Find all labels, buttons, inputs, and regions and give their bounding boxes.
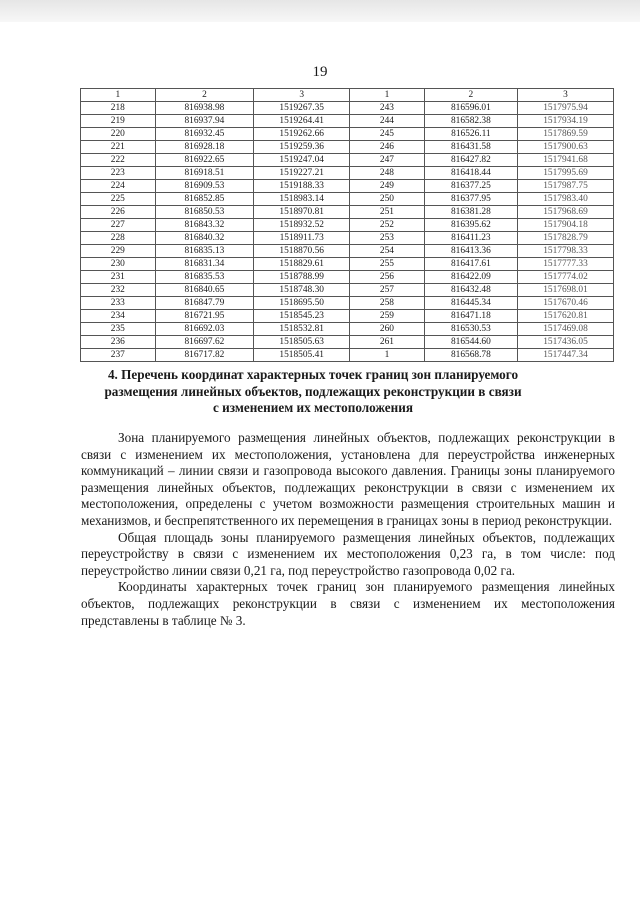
paragraph-total-area: Общая площадь зоны планируемого размещения линейных объектов, подлежащих переустройству в связи с изменением их местоположения 0,23 га, в том числе: под переустройство линии связи 0,21 га, под переустройство газопровода 0,02 га. <box>81 529 615 578</box>
cell-point-number: 245 <box>350 128 425 141</box>
cell-y-coordinate: 1517698.01 <box>518 284 614 297</box>
cell-x-coordinate: 816847.79 <box>155 297 254 310</box>
table-row <box>81 323 614 336</box>
cell-point-number: 253 <box>350 232 425 245</box>
cell-point-number: 232 <box>81 284 156 297</box>
section-heading <box>90 367 536 417</box>
cell-y-coordinate: 1518545.23 <box>254 310 350 323</box>
cell-point-number: 226 <box>81 206 156 219</box>
cell-point-number: 250 <box>350 193 425 206</box>
heading-line-3: с изменением их местоположения <box>213 400 413 415</box>
cell-y-coordinate: 1517904.18 <box>518 219 614 232</box>
cell-point-number: 234 <box>81 310 156 323</box>
cell-x-coordinate: 816432.48 <box>424 284 517 297</box>
cell-x-coordinate: 816418.44 <box>424 167 517 180</box>
cell-y-coordinate: 1517934.19 <box>518 115 614 128</box>
cell-y-coordinate: 1517620.81 <box>518 310 614 323</box>
table-row <box>81 297 614 310</box>
cell-point-number: 230 <box>81 258 156 271</box>
cell-y-coordinate: 1517968.69 <box>518 206 614 219</box>
cell-x-coordinate: 816411.23 <box>424 232 517 245</box>
cell-y-coordinate: 1517983.40 <box>518 193 614 206</box>
table-row <box>81 271 614 284</box>
cell-point-number: 243 <box>350 102 425 115</box>
table-row <box>81 206 614 219</box>
cell-point-number: 258 <box>350 297 425 310</box>
cell-x-coordinate: 816377.25 <box>424 180 517 193</box>
cell-x-coordinate: 816835.53 <box>155 271 254 284</box>
cell-point-number: 259 <box>350 310 425 323</box>
cell-x-coordinate: 816909.53 <box>155 180 254 193</box>
col-header-point-number: 1 <box>81 89 156 102</box>
cell-x-coordinate: 816843.32 <box>155 219 254 232</box>
cell-x-coordinate: 816582.38 <box>424 115 517 128</box>
cell-x-coordinate: 816413.36 <box>424 245 517 258</box>
cell-x-coordinate: 816422.09 <box>424 271 517 284</box>
cell-y-coordinate: 1517828.79 <box>518 232 614 245</box>
cell-x-coordinate: 816721.95 <box>155 310 254 323</box>
cell-point-number: 222 <box>81 154 156 167</box>
cell-y-coordinate: 1519262.66 <box>254 128 350 141</box>
table-row <box>81 284 614 297</box>
cell-point-number: 220 <box>81 128 156 141</box>
cell-x-coordinate: 816918.51 <box>155 167 254 180</box>
cell-point-number: 255 <box>350 258 425 271</box>
cell-y-coordinate: 1517987.75 <box>518 180 614 193</box>
cell-y-coordinate: 1519188.33 <box>254 180 350 193</box>
cell-y-coordinate: 1518788.99 <box>254 271 350 284</box>
cell-x-coordinate: 816717.82 <box>155 349 254 362</box>
table-row <box>81 115 614 128</box>
table-row <box>81 349 614 362</box>
cell-x-coordinate: 816835.13 <box>155 245 254 258</box>
cell-x-coordinate: 816831.34 <box>155 258 254 271</box>
cell-point-number: 236 <box>81 336 156 349</box>
cell-x-coordinate: 816697.62 <box>155 336 254 349</box>
cell-y-coordinate: 1517777.33 <box>518 258 614 271</box>
cell-point-number: 251 <box>350 206 425 219</box>
cell-x-coordinate: 816530.53 <box>424 323 517 336</box>
scan-top-shadow <box>0 0 640 22</box>
cell-y-coordinate: 1518695.50 <box>254 297 350 310</box>
cell-y-coordinate: 1518970.81 <box>254 206 350 219</box>
cell-point-number: 261 <box>350 336 425 349</box>
table-row <box>81 232 614 245</box>
cell-point-number: 247 <box>350 154 425 167</box>
cell-y-coordinate: 1517798.33 <box>518 245 614 258</box>
cell-x-coordinate: 816417.61 <box>424 258 517 271</box>
table-row <box>81 336 614 349</box>
cell-x-coordinate: 816381.28 <box>424 206 517 219</box>
table-row <box>81 245 614 258</box>
cell-x-coordinate: 816431.58 <box>424 141 517 154</box>
cell-point-number: 223 <box>81 167 156 180</box>
cell-x-coordinate: 816692.03 <box>155 323 254 336</box>
cell-y-coordinate: 1517670.46 <box>518 297 614 310</box>
cell-point-number: 252 <box>350 219 425 232</box>
cell-x-coordinate: 816928.18 <box>155 141 254 154</box>
cell-x-coordinate: 816932.45 <box>155 128 254 141</box>
cell-y-coordinate: 1517436.05 <box>518 336 614 349</box>
cell-y-coordinate: 1518532.81 <box>254 323 350 336</box>
cell-point-number: 221 <box>81 141 156 154</box>
cell-point-number: 224 <box>81 180 156 193</box>
cell-y-coordinate: 1518870.56 <box>254 245 350 258</box>
cell-y-coordinate: 1517975.94 <box>518 102 614 115</box>
cell-y-coordinate: 1518505.41 <box>254 349 350 362</box>
heading-line-1: 4. Перечень координат характерных точек границ зон планируемого <box>107 367 519 382</box>
coordinates-table <box>80 88 614 362</box>
cell-point-number: 235 <box>81 323 156 336</box>
cell-y-coordinate: 1519264.41 <box>254 115 350 128</box>
cell-point-number: 228 <box>81 232 156 245</box>
cell-point-number: 231 <box>81 271 156 284</box>
cell-point-number: 249 <box>350 180 425 193</box>
table-row <box>81 258 614 271</box>
cell-y-coordinate: 1518932.52 <box>254 219 350 232</box>
cell-point-number: 225 <box>81 193 156 206</box>
cell-y-coordinate: 1519267.35 <box>254 102 350 115</box>
cell-y-coordinate: 1517900.63 <box>518 141 614 154</box>
cell-y-coordinate: 1518505.63 <box>254 336 350 349</box>
col-header-y: 3 <box>254 89 350 102</box>
cell-y-coordinate: 1517469.08 <box>518 323 614 336</box>
cell-x-coordinate: 816377.95 <box>424 193 517 206</box>
paragraph-table-reference: Координаты характерных точек границ зон планируемого размещения линейных объектов, подлежащих реконструкции в связи с изменением их местоположения представлены в таблице № 3. <box>81 579 615 628</box>
cell-y-coordinate: 1517941.68 <box>518 154 614 167</box>
cell-y-coordinate: 1518983.14 <box>254 193 350 206</box>
cell-x-coordinate: 816852.85 <box>155 193 254 206</box>
cell-y-coordinate: 1519259.36 <box>254 141 350 154</box>
cell-y-coordinate: 1518911.73 <box>254 232 350 245</box>
cell-y-coordinate: 1517995.69 <box>518 167 614 180</box>
cell-x-coordinate: 816568.78 <box>424 349 517 362</box>
col-header-x: 2 <box>155 89 254 102</box>
cell-point-number: 227 <box>81 219 156 232</box>
cell-point-number: 256 <box>350 271 425 284</box>
table-row <box>81 141 614 154</box>
section-body <box>81 430 615 629</box>
cell-y-coordinate: 1518829.61 <box>254 258 350 271</box>
cell-point-number: 260 <box>350 323 425 336</box>
col-header-x-2: 2 <box>424 89 517 102</box>
cell-x-coordinate: 816938.98 <box>155 102 254 115</box>
cell-point-number: 1 <box>350 349 425 362</box>
cell-x-coordinate: 816471.18 <box>424 310 517 323</box>
cell-x-coordinate: 816395.62 <box>424 219 517 232</box>
table-row <box>81 219 614 232</box>
cell-y-coordinate: 1519227.21 <box>254 167 350 180</box>
cell-point-number: 244 <box>350 115 425 128</box>
cell-point-number: 219 <box>81 115 156 128</box>
cell-x-coordinate: 816596.01 <box>424 102 517 115</box>
cell-point-number: 257 <box>350 284 425 297</box>
table-row <box>81 180 614 193</box>
cell-x-coordinate: 816526.11 <box>424 128 517 141</box>
table-row <box>81 128 614 141</box>
table-body <box>81 102 614 362</box>
table-row <box>81 193 614 206</box>
cell-point-number: 254 <box>350 245 425 258</box>
table-row <box>81 154 614 167</box>
table-header-row <box>81 89 614 102</box>
cell-point-number: 218 <box>81 102 156 115</box>
cell-x-coordinate: 816937.94 <box>155 115 254 128</box>
table-row <box>81 310 614 323</box>
col-header-y-2: 3 <box>518 89 614 102</box>
cell-y-coordinate: 1517869.59 <box>518 128 614 141</box>
cell-x-coordinate: 816840.32 <box>155 232 254 245</box>
cell-y-coordinate: 1517774.02 <box>518 271 614 284</box>
cell-x-coordinate: 816445.34 <box>424 297 517 310</box>
cell-point-number: 237 <box>81 349 156 362</box>
col-header-point-number-2: 1 <box>350 89 425 102</box>
table-row <box>81 167 614 180</box>
cell-y-coordinate: 1518748.30 <box>254 284 350 297</box>
heading-line-2: размещения линейных объектов, подлежащих реконструкции в связи <box>104 383 522 399</box>
paragraph-zone-description: Зона планируемого размещения линейных объектов, подлежащих реконструкции в связи с изменением их местоположения, установлена для переустройства инженерных коммуникаций – линии связи и газопровода высокого давления. Границы зоны планируемого размещения линейных объектов, подлежащих реконструкции в связи с изменением их местоположения, определены с учетом возможности размещения строительных машин и механизмов, и беспрепятственного их перемещения в границах зоны в период реконструкции. <box>81 430 615 528</box>
cell-x-coordinate: 816840.65 <box>155 284 254 297</box>
cell-x-coordinate: 816427.82 <box>424 154 517 167</box>
page-number: 19 <box>312 64 328 80</box>
cell-y-coordinate: 1519247.04 <box>254 154 350 167</box>
cell-point-number: 229 <box>81 245 156 258</box>
cell-x-coordinate: 816850.53 <box>155 206 254 219</box>
table-row <box>81 102 614 115</box>
cell-x-coordinate: 816922.65 <box>155 154 254 167</box>
cell-point-number: 246 <box>350 141 425 154</box>
cell-point-number: 248 <box>350 167 425 180</box>
cell-x-coordinate: 816544.60 <box>424 336 517 349</box>
cell-point-number: 233 <box>81 297 156 310</box>
cell-y-coordinate: 1517447.34 <box>518 349 614 362</box>
